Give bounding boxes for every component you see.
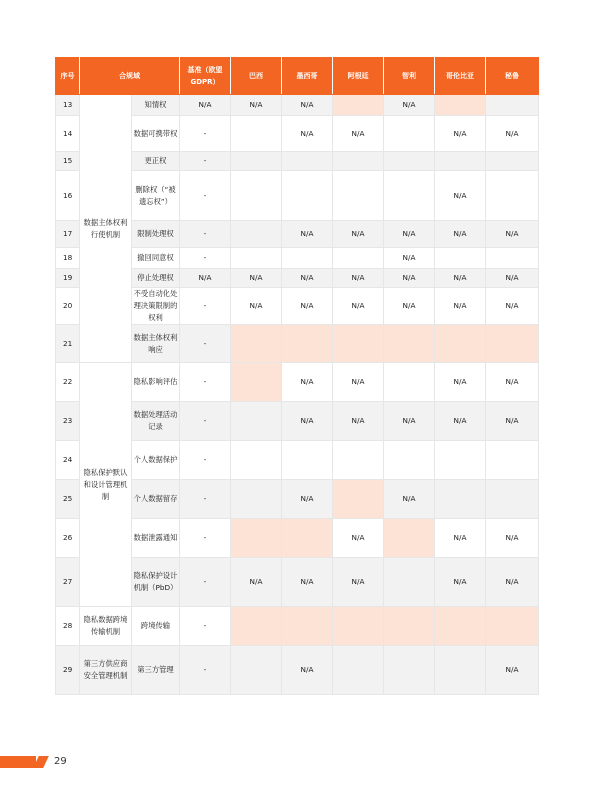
cell-gdpr: -	[180, 519, 231, 558]
cell-peru	[486, 152, 539, 171]
table-header-row	[56, 58, 539, 95]
cell-gdpr: -	[180, 171, 231, 221]
item-label: 隐私影响评估	[132, 363, 180, 402]
item-label: 不受自动化处理决策限制的权利	[132, 288, 180, 325]
cell-argentina	[333, 480, 384, 519]
cell-argentina: N/A	[333, 221, 384, 248]
col-header-argentina: 阿根廷	[333, 58, 384, 95]
cell-argentina	[333, 95, 384, 116]
col-header-chile: 智利	[384, 58, 435, 95]
cell-peru	[486, 480, 539, 519]
row-number: 17	[56, 221, 80, 248]
cell-chile	[384, 171, 435, 221]
row-number: 19	[56, 269, 80, 288]
cell-brazil	[231, 171, 282, 221]
cell-peru	[486, 441, 539, 480]
group-label: 隐私保护默认和设计管理机制	[80, 363, 132, 607]
cell-peru: N/A	[486, 519, 539, 558]
row-number: 22	[56, 363, 80, 402]
cell-colombia	[435, 646, 486, 695]
item-label: 个人数据留存	[132, 480, 180, 519]
cell-argentina: N/A	[333, 402, 384, 441]
row-number: 13	[56, 95, 80, 116]
cell-argentina: N/A	[333, 269, 384, 288]
cell-argentina: N/A	[333, 288, 384, 325]
item-label: 数据主体权利响应	[132, 325, 180, 363]
cell-chile: N/A	[384, 221, 435, 248]
cell-brazil	[231, 646, 282, 695]
group-label: 第三方供应商安全管理机制	[80, 646, 132, 695]
row-number: 25	[56, 480, 80, 519]
cell-mexico	[282, 171, 333, 221]
cell-chile: N/A	[384, 480, 435, 519]
cell-argentina	[333, 607, 384, 646]
cell-gdpr: -	[180, 480, 231, 519]
cell-peru	[486, 171, 539, 221]
cell-peru: N/A	[486, 221, 539, 248]
cell-gdpr: -	[180, 248, 231, 269]
cell-peru	[486, 325, 539, 363]
cell-brazil	[231, 607, 282, 646]
cell-colombia: N/A	[435, 519, 486, 558]
cell-argentina	[333, 441, 384, 480]
cell-chile	[384, 519, 435, 558]
cell-argentina	[333, 646, 384, 695]
cell-colombia	[435, 325, 486, 363]
group-label: 隐私数据跨境传输机制	[80, 607, 132, 646]
col-header-mexico: 墨西哥	[282, 58, 333, 95]
cell-mexico	[282, 248, 333, 269]
cell-gdpr: -	[180, 288, 231, 325]
cell-mexico: N/A	[282, 402, 333, 441]
cell-gdpr: N/A	[180, 269, 231, 288]
cell-mexico: N/A	[282, 221, 333, 248]
item-label: 数据处理活动记录	[132, 402, 180, 441]
cell-mexico: N/A	[282, 646, 333, 695]
cell-peru	[486, 248, 539, 269]
cell-peru	[486, 95, 539, 116]
item-label: 停止处理权	[132, 269, 180, 288]
cell-brazil	[231, 152, 282, 171]
cell-brazil	[231, 441, 282, 480]
cell-colombia: N/A	[435, 269, 486, 288]
cell-gdpr: -	[180, 402, 231, 441]
cell-chile	[384, 152, 435, 171]
cell-brazil	[231, 221, 282, 248]
cell-colombia	[435, 607, 486, 646]
cell-colombia: N/A	[435, 116, 486, 152]
cell-chile: N/A	[384, 402, 435, 441]
cell-chile	[384, 558, 435, 607]
item-label: 撤回同意权	[132, 248, 180, 269]
cell-chile: N/A	[384, 95, 435, 116]
cell-brazil: N/A	[231, 269, 282, 288]
cell-argentina: N/A	[333, 363, 384, 402]
cell-mexico: N/A	[282, 288, 333, 325]
cell-mexico: N/A	[282, 558, 333, 607]
row-number: 26	[56, 519, 80, 558]
cell-mexico	[282, 607, 333, 646]
cell-peru	[486, 607, 539, 646]
item-label: 个人数据保护	[132, 441, 180, 480]
table-row	[56, 363, 539, 402]
cell-brazil: N/A	[231, 95, 282, 116]
cell-argentina	[333, 152, 384, 171]
cell-gdpr: -	[180, 221, 231, 248]
cell-chile	[384, 363, 435, 402]
cell-brazil	[231, 402, 282, 441]
cell-argentina	[333, 171, 384, 221]
cell-argentina: N/A	[333, 116, 384, 152]
cell-brazil	[231, 480, 282, 519]
cell-mexico: N/A	[282, 95, 333, 116]
cell-gdpr: -	[180, 558, 231, 607]
cell-colombia	[435, 441, 486, 480]
cell-mexico: N/A	[282, 116, 333, 152]
cell-mexico	[282, 325, 333, 363]
col-header-gdpr: 基准（欧盟GDPR）	[180, 58, 231, 95]
cell-peru: N/A	[486, 363, 539, 402]
item-label: 删除权（“被遗忘权”）	[132, 171, 180, 221]
cell-gdpr: N/A	[180, 95, 231, 116]
cell-colombia: N/A	[435, 221, 486, 248]
cell-gdpr: -	[180, 607, 231, 646]
cell-argentina	[333, 248, 384, 269]
cell-mexico	[282, 441, 333, 480]
cell-gdpr: -	[180, 441, 231, 480]
group-label: 数据主体权利行使机制	[80, 95, 132, 363]
cell-gdpr: -	[180, 116, 231, 152]
row-number: 15	[56, 152, 80, 171]
cell-brazil	[231, 325, 282, 363]
item-label: 数据泄露通知	[132, 519, 180, 558]
cell-peru: N/A	[486, 288, 539, 325]
cell-argentina: N/A	[333, 519, 384, 558]
row-number: 20	[56, 288, 80, 325]
cell-colombia	[435, 480, 486, 519]
item-label: 更正权	[132, 152, 180, 171]
cell-gdpr: -	[180, 363, 231, 402]
cell-brazil	[231, 519, 282, 558]
cell-mexico: N/A	[282, 269, 333, 288]
item-label: 限制处理权	[132, 221, 180, 248]
cell-chile	[384, 646, 435, 695]
row-number: 16	[56, 171, 80, 221]
row-number: 23	[56, 402, 80, 441]
table-row	[56, 646, 539, 695]
cell-chile: N/A	[384, 248, 435, 269]
cell-gdpr: -	[180, 646, 231, 695]
cell-peru: N/A	[486, 646, 539, 695]
item-label: 数据可携带权	[132, 116, 180, 152]
item-label: 隐私保护设计机制（PbD）	[132, 558, 180, 607]
cell-chile	[384, 607, 435, 646]
col-header-peru: 秘鲁	[486, 58, 539, 95]
cell-chile: N/A	[384, 288, 435, 325]
cell-brazil: N/A	[231, 558, 282, 607]
cell-argentina	[333, 325, 384, 363]
row-number: 29	[56, 646, 80, 695]
cell-colombia: N/A	[435, 363, 486, 402]
cell-mexico	[282, 519, 333, 558]
cell-colombia: N/A	[435, 558, 486, 607]
cell-peru: N/A	[486, 269, 539, 288]
cell-brazil	[231, 248, 282, 269]
row-number: 21	[56, 325, 80, 363]
cell-mexico	[282, 152, 333, 171]
footer-accent-bar	[0, 756, 36, 768]
cell-peru: N/A	[486, 402, 539, 441]
row-number: 14	[56, 116, 80, 152]
cell-argentina: N/A	[333, 558, 384, 607]
cell-peru: N/A	[486, 558, 539, 607]
cell-mexico: N/A	[282, 480, 333, 519]
col-header-colombia: 哥伦比亚	[435, 58, 486, 95]
cell-colombia	[435, 248, 486, 269]
cell-chile: N/A	[384, 269, 435, 288]
cell-colombia: N/A	[435, 171, 486, 221]
item-label: 知情权	[132, 95, 180, 116]
col-header-domain: 合规域	[80, 58, 180, 95]
cell-brazil	[231, 116, 282, 152]
cell-mexico: N/A	[282, 363, 333, 402]
cell-chile	[384, 325, 435, 363]
cell-gdpr: -	[180, 152, 231, 171]
cell-colombia	[435, 152, 486, 171]
table-row	[56, 607, 539, 646]
col-header-brazil: 巴西	[231, 58, 282, 95]
page-number: 29	[54, 756, 67, 767]
cell-peru: N/A	[486, 116, 539, 152]
row-number: 18	[56, 248, 80, 269]
cell-brazil	[231, 363, 282, 402]
row-number: 28	[56, 607, 80, 646]
compliance-table	[55, 57, 539, 695]
cell-colombia	[435, 95, 486, 116]
col-header-no: 序号	[56, 58, 80, 95]
row-number: 24	[56, 441, 80, 480]
cell-colombia: N/A	[435, 402, 486, 441]
item-label: 跨境传输	[132, 607, 180, 646]
cell-brazil: N/A	[231, 288, 282, 325]
item-label: 第三方管理	[132, 646, 180, 695]
cell-gdpr: -	[180, 325, 231, 363]
cell-colombia: N/A	[435, 288, 486, 325]
row-number: 27	[56, 558, 80, 607]
table-row	[56, 95, 539, 116]
cell-chile	[384, 116, 435, 152]
cell-chile	[384, 441, 435, 480]
